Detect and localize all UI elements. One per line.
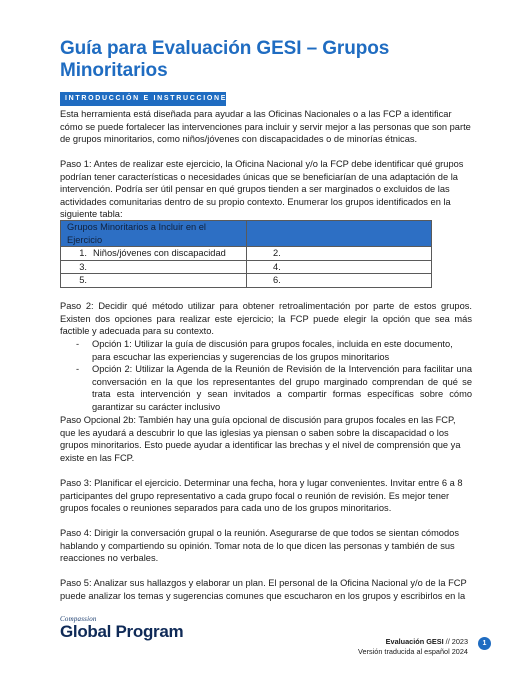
step3-paragraph: Paso 3: Planificar el ejercicio. Determinar una fecha, hora y lugar convenientes. Invitar entre 6 a 8 participantes del grupo representativo a cada grupo focal o reunión de revisión. Es mejor tener grupos focales o reuniones separados para cada uno de los grupos minoritarios. <box>60 478 463 514</box>
table-row <box>61 274 432 288</box>
table-cell[interactable] <box>247 274 432 288</box>
list-dash: - <box>76 339 80 349</box>
list-dash: - <box>76 364 80 375</box>
logo-wordmark-small: Compassion <box>60 615 97 623</box>
minority-groups-table <box>60 220 432 288</box>
row-number: 2. <box>273 248 281 259</box>
footer-doc-year: // 2023 <box>443 637 468 646</box>
logo-wordmark: Global Program <box>60 622 184 641</box>
step2-paragraph: Paso 2: Decidir qué método utilizar para obtener retroalimentación por parte de estos grupos. Existen dos opciones para realizar este ejercicio; la FCP puede elegir la opción que sea más factible y adecuada para su contexto. <box>60 301 472 337</box>
footer-translation-note: Versión traducida al español 2024 <box>358 647 468 656</box>
table-header-left: Grupos Minoritarios a Incluir en el Ejercicio <box>61 221 247 247</box>
row-number: 1. <box>79 248 87 259</box>
group-name: Niños/jóvenes con discapacidad <box>93 248 226 259</box>
row-number: 6. <box>273 275 281 286</box>
footer-info <box>358 637 468 657</box>
footer-doc-title: Evaluación GESI <box>385 637 444 646</box>
page-title: Guía para Evaluación GESI – Grupos Minoritarios <box>60 38 390 81</box>
table-row <box>61 260 432 274</box>
option-text: Opción 2: Utilizar la Agenda de la Reunión de Revisión de la Intervención para facilitar una conversación en la que los representantes del grupo marginado comprendan de qué se trata esta intervención y sean invitados a compartir formas específicas sobre cómo garantizar su carácter inclusivo <box>92 364 472 412</box>
table-header-right <box>247 221 432 247</box>
table-row <box>61 247 432 261</box>
intro-paragraph: Esta herramienta está diseñada para ayudar a las Oficinas Nacionales o a las FCP a identificar cómo se puede fortalecer las intervenciones para incluir y servir mejor a las personas que son parte de grupos minoritarios, como niños/jóvenes con discapacidades o de minorías étnicas. <box>60 109 471 145</box>
table-cell[interactable] <box>61 260 247 274</box>
options-list <box>76 338 472 414</box>
table-cell[interactable] <box>61 274 247 288</box>
step4-paragraph: Paso 4: Dirigir la conversación grupal o la reunión. Asegurarse de que todos se sientan cómodos hablando y compartiendo su opinión. Tomar nota de lo que dicen las personas y también de sus reacciones no verbales. <box>60 528 459 564</box>
list-item <box>76 338 472 363</box>
section-banner: INTRODUCCIÓN E INSTRUCCIONES <box>60 92 226 106</box>
row-number: 3. <box>79 261 87 272</box>
compassion-logo <box>60 615 183 641</box>
row-number: 4. <box>273 261 281 272</box>
table-cell[interactable] <box>61 247 247 261</box>
step1-paragraph: Paso 1: Antes de realizar este ejercicio, la Oficina Nacional y/o la FCP debe identificar qué grupos podrían tener características o necesidades únicas que se beneficiarían de una adaptación de la intervención. Podría ser útil pensar en qué grupos tienden a ser marginados o excluidos de las actividades comunitarias dentro de su propio contexto. Enumerar los grupos identificados en la siguiente tabla: <box>60 159 464 220</box>
page-number-badge: 1 <box>478 637 491 650</box>
step5-paragraph: Paso 5: Analizar sus hallazgos y elaborar un plan. El personal de la Oficina Nacional y/o de la FCP puede analizar los temas y sugerencias comunes que escucharon en los grupos y escribirlos en la <box>60 578 467 601</box>
option-text: Opción 1: Utilizar la guía de discusión para grupos focales, incluida en este documento, para escuchar las experiencias y sugerencias de los grupos minoritarios <box>92 339 453 362</box>
table-header-row <box>61 221 432 247</box>
row-number: 5. <box>79 275 87 286</box>
list-item <box>76 363 472 413</box>
step2b-paragraph: Paso Opcional 2b: También hay una guía opcional de discusión para grupos focales en las FCP, que les ayudará a descubrir lo que las iglesias ya piensan o saben sobre la discapacidad o los grupos minoritarios. Esto puede ayudar a identificar las brechas y el nivel de comprensión que ya existe en las FCP. <box>60 415 461 463</box>
table-cell[interactable] <box>247 247 432 261</box>
table-cell[interactable] <box>247 260 432 274</box>
